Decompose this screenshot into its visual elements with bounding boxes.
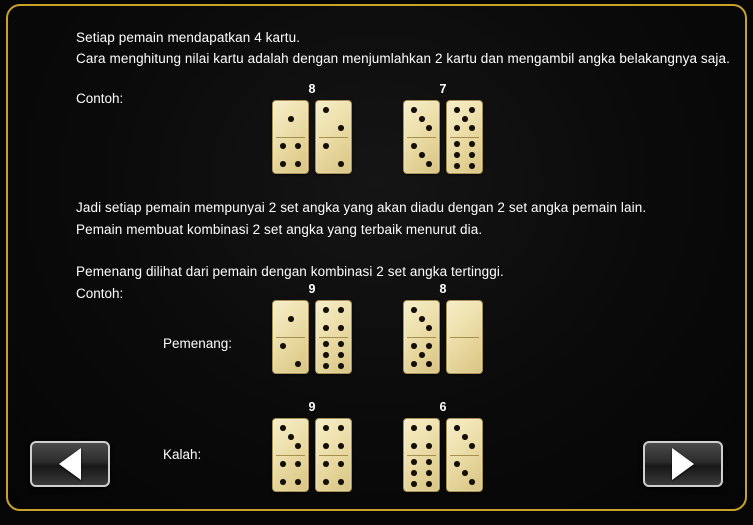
- domino-pip: [323, 443, 329, 449]
- domino-pip: [323, 461, 329, 467]
- domino-pip: [323, 425, 329, 431]
- domino-tile: [315, 300, 352, 374]
- domino-pip: [419, 152, 425, 158]
- chevron-left-icon: [59, 448, 81, 480]
- domino-pip: [323, 143, 329, 149]
- domino-pip: [426, 343, 432, 349]
- domino-pip: [280, 343, 286, 349]
- domino-pip: [295, 161, 301, 167]
- domino-pip: [454, 152, 460, 158]
- chevron-right-icon: [672, 448, 694, 480]
- domino-pip: [323, 363, 329, 369]
- domino-pip: [323, 341, 329, 347]
- domino-half: [447, 301, 482, 337]
- domino-pip: [419, 352, 425, 358]
- domino-half: [273, 301, 308, 337]
- domino-pip: [288, 434, 294, 440]
- domino-tile: [403, 100, 440, 174]
- tile-pair: [403, 100, 483, 174]
- intro-line-2: Cara menghitung nilai kartu adalah dengan menjumlahkan 2 kartu dan mengambil angka belakangnya saja.: [76, 51, 730, 66]
- domino-pip: [295, 461, 301, 467]
- example-label-1: Contoh:: [76, 91, 124, 106]
- domino-pip: [411, 481, 417, 487]
- domino-pip: [462, 116, 468, 122]
- domino-pip: [419, 316, 425, 322]
- domino-group-winner-1: [272, 282, 352, 374]
- domino-pip: [469, 141, 475, 147]
- domino-pip: [338, 325, 344, 331]
- domino-pip: [323, 479, 329, 485]
- domino-pip: [469, 125, 475, 131]
- group-total: 9: [308, 400, 316, 414]
- domino-pip: [288, 116, 294, 122]
- domino-pip: [280, 425, 286, 431]
- domino-pip: [411, 307, 417, 313]
- domino-pip: [426, 481, 432, 487]
- domino-pip: [338, 161, 344, 167]
- domino-pip: [295, 443, 301, 449]
- domino-pip: [323, 352, 329, 358]
- domino-tile: [315, 100, 352, 174]
- domino-group-loser-1: [272, 400, 352, 492]
- domino-pip: [426, 325, 432, 331]
- domino-pip: [288, 316, 294, 322]
- domino-tile: [272, 418, 309, 492]
- domino-pip: [338, 363, 344, 369]
- domino-pip: [454, 425, 460, 431]
- domino-pip: [280, 461, 286, 467]
- domino-group-example-1: [272, 82, 352, 174]
- domino-half: [404, 455, 439, 491]
- domino-half: [316, 419, 351, 455]
- domino-pip: [323, 307, 329, 313]
- domino-pip: [426, 161, 432, 167]
- domino-pip: [411, 470, 417, 476]
- content-frame: [6, 4, 747, 511]
- tile-pair: [272, 300, 352, 374]
- group-total: 9: [308, 282, 316, 296]
- domino-half: [404, 101, 439, 137]
- group-total: 8: [308, 82, 316, 96]
- domino-half: [316, 101, 351, 137]
- domino-pip: [426, 459, 432, 465]
- domino-pip: [338, 125, 344, 131]
- next-page-button[interactable]: [643, 441, 723, 487]
- domino-pip: [469, 443, 475, 449]
- domino-half: [273, 101, 308, 137]
- domino-pip: [280, 143, 286, 149]
- domino-half: [404, 419, 439, 455]
- domino-pip: [323, 325, 329, 331]
- domino-tile: [315, 418, 352, 492]
- domino-tile: [446, 300, 483, 374]
- domino-half: [447, 137, 482, 173]
- domino-pip: [295, 479, 301, 485]
- tile-pair: [403, 418, 483, 492]
- domino-pip: [469, 107, 475, 113]
- domino-pip: [419, 116, 425, 122]
- domino-pip: [295, 361, 301, 367]
- domino-tile: [272, 100, 309, 174]
- domino-tile: [403, 418, 440, 492]
- domino-pip: [280, 161, 286, 167]
- domino-half: [273, 337, 308, 373]
- domino-pip: [280, 479, 286, 485]
- domino-half: [316, 337, 351, 373]
- winner-rule-line: Pemenang dilihat dari pemain dengan kombinasi 2 set angka tertinggi.: [76, 264, 504, 279]
- domino-pip: [454, 163, 460, 169]
- group-total: 6: [439, 400, 447, 414]
- domino-pip: [426, 470, 432, 476]
- domino-pip: [454, 141, 460, 147]
- domino-pip: [338, 479, 344, 485]
- domino-pip: [338, 341, 344, 347]
- previous-page-button[interactable]: [30, 441, 110, 487]
- domino-tile: [446, 100, 483, 174]
- domino-pip: [323, 107, 329, 113]
- domino-half: [273, 455, 308, 491]
- domino-half: [447, 455, 482, 491]
- loser-label: Kalah:: [163, 447, 202, 462]
- domino-pip: [411, 343, 417, 349]
- domino-pip: [469, 152, 475, 158]
- domino-pip: [411, 143, 417, 149]
- domino-pip: [338, 352, 344, 358]
- tile-pair: [403, 300, 483, 374]
- domino-half: [404, 301, 439, 337]
- domino-pip: [426, 361, 432, 367]
- domino-half: [447, 419, 482, 455]
- winner-label: Pemenang:: [163, 336, 233, 351]
- domino-pip: [411, 459, 417, 465]
- group-total: 8: [439, 282, 447, 296]
- domino-pip: [338, 425, 344, 431]
- domino-pip: [411, 425, 417, 431]
- domino-half: [447, 101, 482, 137]
- domino-pip: [411, 361, 417, 367]
- domino-pip: [454, 461, 460, 467]
- domino-pip: [338, 461, 344, 467]
- domino-half: [404, 337, 439, 373]
- domino-pip: [426, 125, 432, 131]
- domino-group-loser-2: [403, 400, 483, 492]
- domino-pip: [462, 434, 468, 440]
- domino-pip: [411, 107, 417, 113]
- domino-group-winner-2: [403, 282, 483, 374]
- domino-pip: [426, 443, 432, 449]
- middle-line-1: Jadi setiap pemain mempunyai 2 set angka yang akan diadu dengan 2 set angka pemain lain.: [76, 200, 647, 215]
- domino-half: [316, 301, 351, 337]
- domino-tile: [403, 300, 440, 374]
- domino-half: [316, 137, 351, 173]
- domino-pip: [454, 107, 460, 113]
- example-label-2: Contoh:: [76, 286, 124, 301]
- domino-half: [447, 337, 482, 373]
- domino-pip: [469, 163, 475, 169]
- tile-pair: [272, 418, 352, 492]
- domino-half: [273, 137, 308, 173]
- middle-line-2: Pemain membuat kombinasi 2 set angka yang terbaik menurut dia.: [76, 222, 483, 237]
- domino-group-example-2: [403, 82, 483, 174]
- group-total: 7: [439, 82, 447, 96]
- domino-tile: [446, 418, 483, 492]
- domino-pip: [295, 143, 301, 149]
- domino-pip: [454, 125, 460, 131]
- domino-half: [316, 455, 351, 491]
- domino-pip: [338, 307, 344, 313]
- domino-pip: [338, 443, 344, 449]
- domino-pip: [462, 470, 468, 476]
- domino-half: [273, 419, 308, 455]
- domino-pip: [469, 479, 475, 485]
- domino-pip: [426, 425, 432, 431]
- intro-line-1: Setiap pemain mendapatkan 4 kartu.: [76, 30, 301, 45]
- domino-half: [404, 137, 439, 173]
- domino-tile: [272, 300, 309, 374]
- domino-pip: [411, 443, 417, 449]
- tile-pair: [272, 100, 352, 174]
